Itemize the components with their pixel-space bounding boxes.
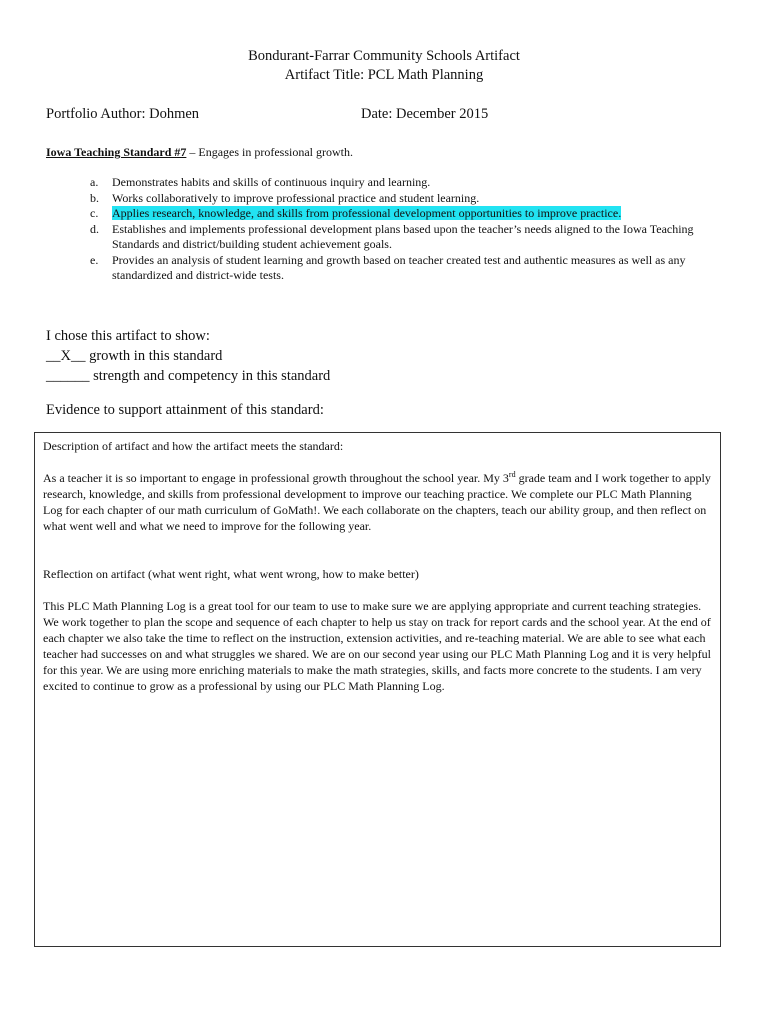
criteria-text: Demonstrates habits and skills of continuous inquiry and learning. bbox=[112, 175, 431, 189]
standard-title: Iowa Teaching Standard #7 bbox=[46, 145, 187, 159]
criteria-marker: e. bbox=[90, 252, 99, 267]
criteria-marker: d. bbox=[90, 221, 99, 236]
purpose-option-growth: __X__ growth in this standard bbox=[46, 348, 223, 364]
criteria-text: Works collaboratively to improve professional practice and student learning. bbox=[112, 190, 480, 205]
criteria-item bbox=[90, 253, 715, 284]
criteria-text-highlighted: Applies research, knowledge, and skills from professional development opportunities to improve practice. bbox=[112, 206, 622, 220]
criteria-marker: a. bbox=[90, 175, 99, 189]
criteria-item-highlighted bbox=[90, 206, 715, 222]
evidence-label: Evidence to support attainment of this standard: bbox=[46, 402, 324, 418]
artifact-title: Artifact Title: PCL Math Planning bbox=[284, 67, 484, 83]
criteria-item bbox=[90, 222, 715, 253]
criteria-text: Establishes and implements professional development plans based upon the teacher’s needs aligned to the Iowa Teaching Standards and district/building student achievement goals. bbox=[112, 221, 694, 251]
portfolio-author: Portfolio Author: Dohmen bbox=[46, 106, 200, 122]
criteria-marker: b. bbox=[90, 190, 99, 205]
portfolio-date: Date: December 2015 bbox=[361, 106, 489, 122]
portfolio-meta bbox=[46, 106, 726, 125]
school-title: Bondurant-Farrar Community Schools Artifact bbox=[248, 48, 520, 64]
standard-criteria-list bbox=[90, 175, 715, 284]
description-body: As a teacher it is so important to engage in professional growth throughout the school year. My 3rd grade team and I work together to apply research, knowledge, and skills from professional development to improve our teaching practice. We complete our PLC Math Planning Log for each chapter of our math curriculum of GoMath!. We each collaborate on the chapters, teach our ability group, and then reflect on what went well and what we need to improve for the following year. bbox=[43, 470, 711, 533]
reflection-heading: Reflection on artifact (what went right, what went wrong, how to make better) bbox=[43, 567, 419, 581]
artifact-purpose bbox=[46, 326, 330, 386]
criteria-item bbox=[90, 175, 715, 191]
standard-heading bbox=[46, 145, 353, 160]
reflection-body: This PLC Math Planning Log is a great tool for our team to use to make sure we are applying appropriate and current teaching strategies. We work together to plan the scope and sequence of each chapter to help us stay on track for report cards and the school year. At the end of each chapter we also take the time to reflect on the instruction, extension activities, and re-teaching material. We are able to see what each teacher had successes on and what struggles we shared. We are on our second year using our PLC Math Planning Log and it is very helpful for this year. We are using more enriching materials to make the math strategies, skills, and facts more concrete to the students. I am very excited to continue to grow as a professional by using our PLC Math Planning Log. bbox=[43, 599, 711, 693]
evidence-box bbox=[34, 432, 721, 947]
evidence-content bbox=[43, 438, 713, 710]
criteria-item bbox=[90, 191, 715, 207]
purpose-intro: I chose this artifact to show: bbox=[46, 328, 210, 344]
description-heading: Description of artifact and how the artifact meets the standard: bbox=[43, 439, 344, 453]
criteria-text: Provides an analysis of student learning and growth based on teacher created test and authentic measures as well as any standardized and district-wide tests. bbox=[112, 252, 686, 282]
document-header bbox=[0, 47, 768, 85]
criteria-marker: c. bbox=[90, 206, 99, 220]
standard-description: – Engages in professional growth. bbox=[186, 145, 354, 159]
purpose-option-strength: ______ strength and competency in this standard bbox=[46, 368, 331, 384]
